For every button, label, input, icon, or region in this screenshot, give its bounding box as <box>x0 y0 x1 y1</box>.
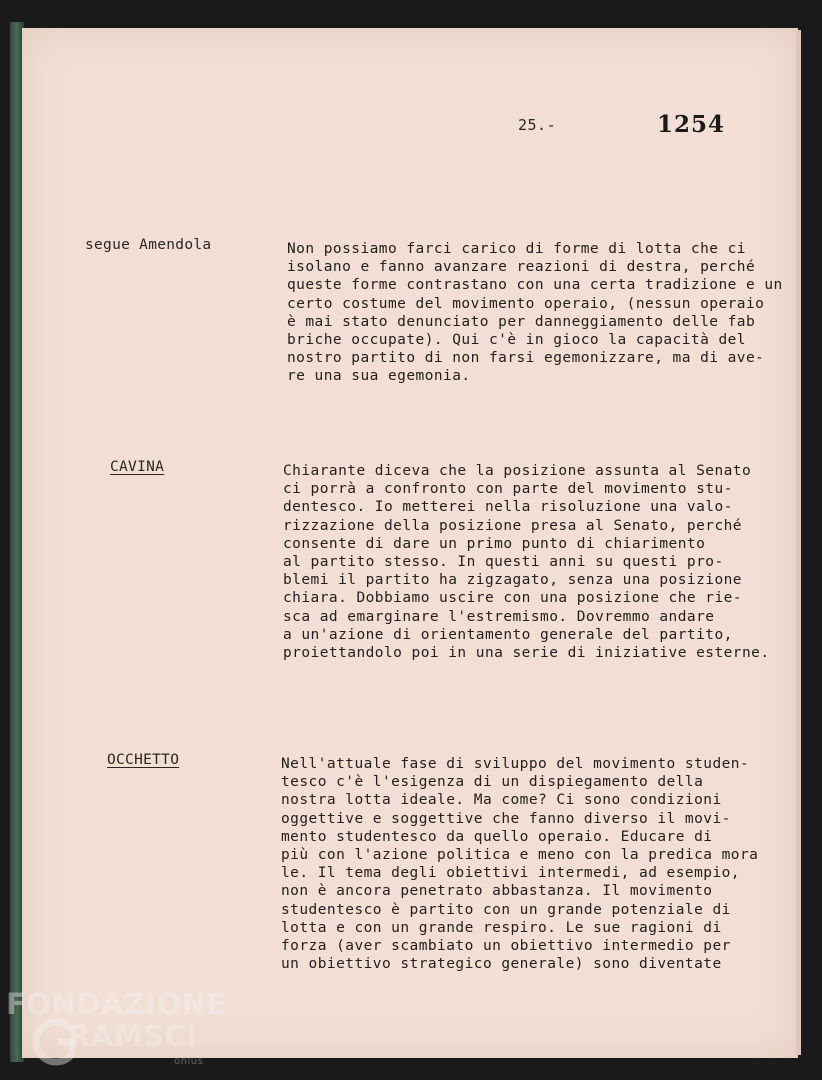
text-line: più con l'azione politica e meno con la predica mora <box>281 846 759 863</box>
text-line: proiettandolo poi in una serie di iniziative esterne. <box>283 644 770 661</box>
watermark-line1: FONDAZIONE <box>6 987 227 1021</box>
speech-cavina <box>283 462 813 662</box>
fondazione-gramsci-watermark <box>6 987 227 1067</box>
text-line: mento studentesco da quello operaio. Educare di <box>281 828 713 845</box>
text-line: chiara. Dobbiamo uscire con una posizione che rie- <box>283 590 742 607</box>
speech-amendola <box>287 240 817 386</box>
text-line: Chiarante diceva che la posizione assunta al Senato <box>283 463 752 479</box>
text-line: blemi il partito ha zigzagato, senza una posizione <box>283 572 742 589</box>
watermark-line2: RAMSCI <box>68 1019 198 1053</box>
text-line: studentesco è partito con un grande potenziale di <box>281 901 731 918</box>
watermark-suffix: onlus <box>174 1056 204 1067</box>
text-line: lotta e con un grande respiro. Le sue ragioni di <box>281 919 722 936</box>
text-line: Nell'attuale fase di sviluppo del movimento studen- <box>281 756 750 772</box>
text-line: nostro partito di non farsi egemonizzare, ma di ave- <box>287 350 765 367</box>
text-line: ci porrà a confronto con parte del movimento stu- <box>283 481 733 498</box>
document-number: 1254 <box>657 111 726 138</box>
text-line: le. Il tema degli obiettivi intermedi, ad esempio, <box>281 865 740 882</box>
speaker-label-cavina: CAVINA <box>110 459 165 475</box>
text-line: re una sua egemonia. <box>287 368 471 385</box>
text-line: forza (aver scambiato un obiettivo intermedio per <box>281 937 731 954</box>
text-line: certo costume del movimento operaio, (nessun operaio <box>287 295 765 312</box>
text-line: oggettive e soggettive che fanno diverso il movi- <box>281 810 731 827</box>
text-line: briche occupate). Qui c'è in gioco la capacità del <box>287 331 746 348</box>
gramsci-g-logo-icon <box>32 1016 80 1066</box>
speech-occhetto <box>281 755 811 973</box>
text-line: Non possiamo farci carico di forme di lotta che ci <box>287 241 746 257</box>
text-line: sca ad emarginare l'estremismo. Dovremmo andare <box>283 608 715 625</box>
speaker-label-amendola: segue Amendola <box>85 237 212 253</box>
text-line: consente di dare un primo punto di chiarimento <box>283 535 706 552</box>
speaker-label-occhetto: OCCHETTO <box>107 752 180 768</box>
text-line: queste forme contrastano con una certa tradizione e un <box>287 277 783 294</box>
text-line: isolano e fanno avanzare reazioni di destra, perché <box>287 259 756 276</box>
text-line: tesco c'è l'esigenza di un dispiegamento della <box>281 774 704 791</box>
text-line: a un'azione di orientamento generale del partito, <box>283 626 733 643</box>
text-line: un obiettivo strategico generale) sono diventate <box>281 956 722 973</box>
page-number: 25.- <box>518 116 557 134</box>
text-line: non è ancora penetrato abbastanza. Il movimento <box>281 883 713 900</box>
text-line: al partito stesso. In questi anni su questi pro- <box>283 553 724 570</box>
text-line: è mai stato denunciato per danneggiamento delle fab <box>287 313 756 330</box>
text-line: nostra lotta ideale. Ma come? Ci sono condizioni <box>281 792 722 809</box>
text-line: rizzazione della posizione presa al Senato, perché <box>283 517 742 534</box>
text-line: dentesco. Io metterei nella risoluzione una valo- <box>283 499 733 516</box>
